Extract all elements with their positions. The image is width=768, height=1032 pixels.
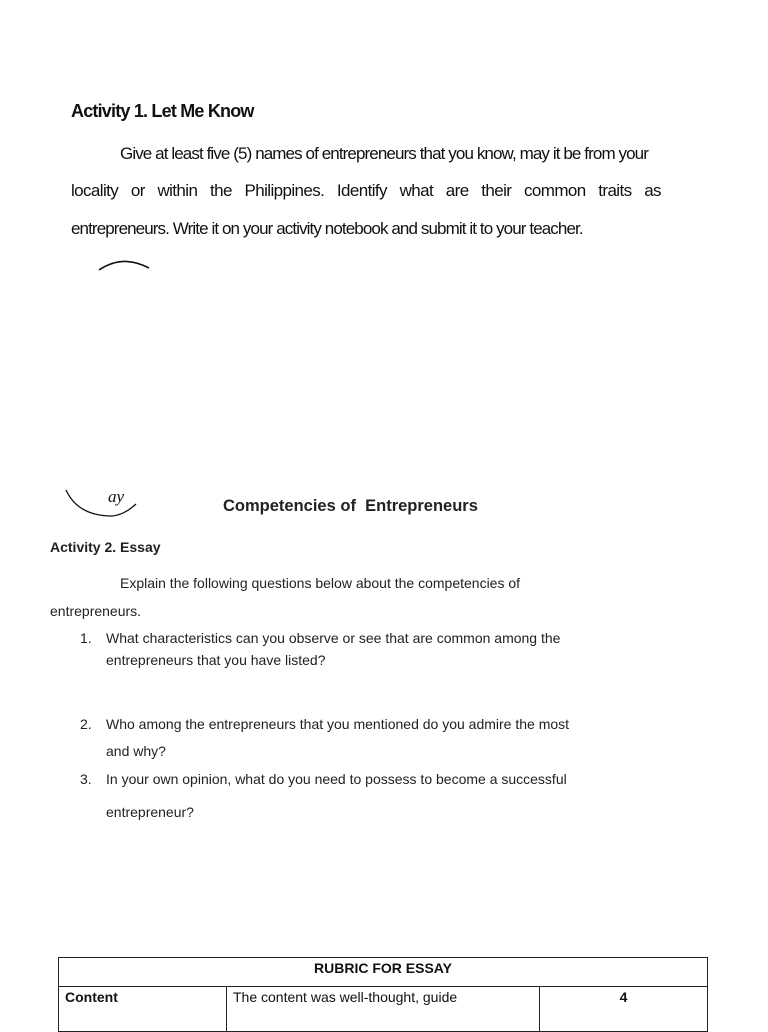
activity1-title: Activity 1. Let Me Know xyxy=(71,101,254,121)
instruction-word: Identify xyxy=(336,181,387,200)
section-title: Competencies of Entrepreneurs xyxy=(223,497,478,515)
activity1-instruction-line-1: Give at least five (5) names of entrepreneurs that you know, may it be from your xyxy=(120,144,648,163)
instruction-word: traits xyxy=(598,181,632,200)
question-3-continued: entrepreneur? xyxy=(106,804,194,820)
table-row xyxy=(59,987,708,1032)
instruction-word: their xyxy=(481,181,512,200)
question-text: Who among the entrepreneurs that you mentioned do you admire the most xyxy=(106,716,570,732)
question-text: In your own opinion, what do you need to possess to become a successful xyxy=(106,771,567,787)
rubric-description-cell: The content was well-thought, guide xyxy=(227,987,540,1032)
handwritten-arc-mark xyxy=(95,256,155,276)
question-2-continued: and why? xyxy=(106,743,166,759)
instruction-word: or xyxy=(130,181,145,200)
instruction-word: what xyxy=(399,181,434,200)
question-number: 1. xyxy=(80,630,92,646)
instruction-word: the xyxy=(209,181,232,200)
instruction-word: locality xyxy=(71,181,119,200)
activity1-instruction-line-3: entrepreneurs. Write it on your activity notebook and submit it to your teacher. xyxy=(71,219,583,238)
question-1-continued: entrepreneurs that you have listed? xyxy=(106,652,326,668)
question-number: 2. xyxy=(80,716,92,732)
question-number: 3. xyxy=(80,771,92,787)
instruction-word: common xyxy=(524,181,586,200)
instruction-word: as xyxy=(644,181,661,200)
activity2-intro-line-2: entrepreneurs. xyxy=(50,603,142,619)
activity2-intro-line-1: Explain the following questions below about the competencies of xyxy=(120,575,521,591)
handwritten-scribble-mark xyxy=(60,482,160,522)
instruction-word: are xyxy=(445,181,469,200)
instruction-word: Philippines. xyxy=(244,181,325,200)
rubric-header: RUBRIC FOR ESSAY xyxy=(59,958,708,987)
activity1-instruction-line-2 xyxy=(71,181,661,201)
rubric-criteria-cell: Content xyxy=(59,987,227,1032)
rubric-header-row xyxy=(59,958,708,987)
activity2-title: Activity 2. Essay xyxy=(50,539,161,555)
question-text: What characteristics can you observe or see that are common among the xyxy=(106,630,561,646)
rubric-points-cell: 4 xyxy=(540,987,708,1032)
handwritten-letters: ay xyxy=(108,487,125,506)
instruction-word: within xyxy=(157,181,198,200)
rubric-table xyxy=(58,957,708,1032)
